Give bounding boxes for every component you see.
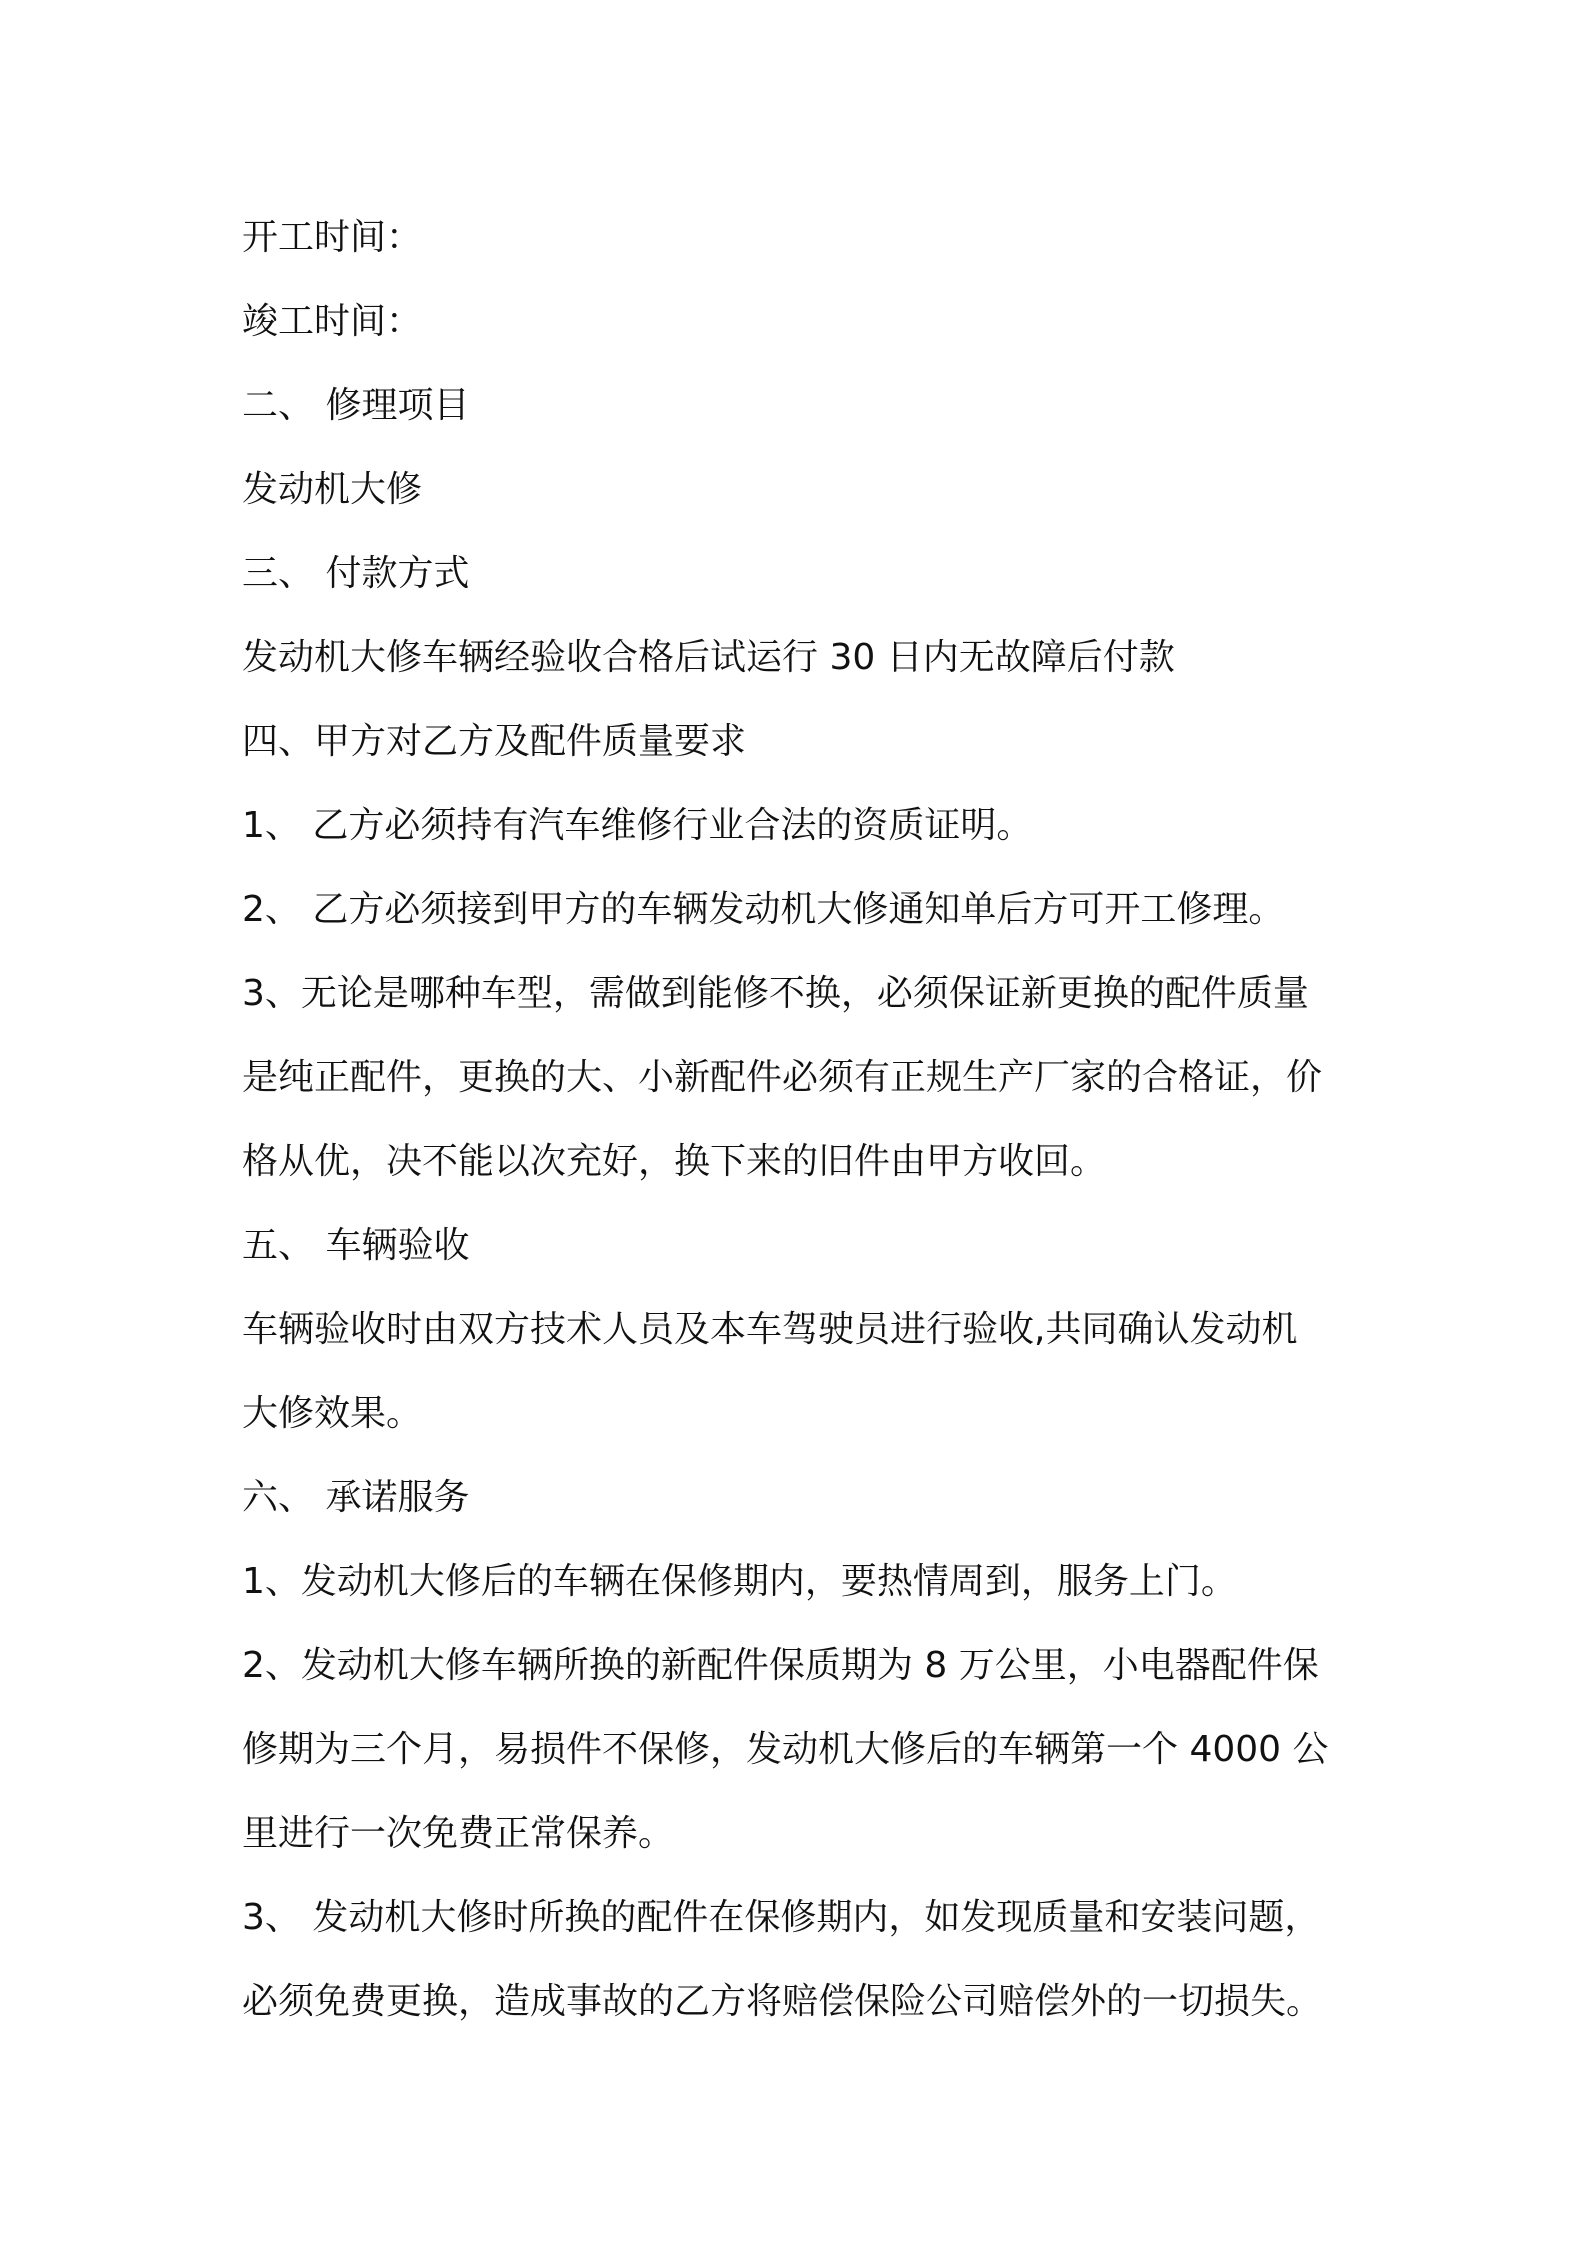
service-2-line-2: 修期为三个月，易损件不保修，发动机大修后的车辆第一个 4000 公 [242,1729,1329,1770]
document-body [242,196,1362,2044]
service-2-line-3: 里进行一次免费正常保养。 [242,1813,675,1854]
section-heading-quality-requirements: 四、甲方对乙方及配件质量要求 [242,721,747,762]
section-heading-service: 六、 承诺服务 [242,1477,470,1518]
requirement-3-line-2: 是纯正配件，更换的大、小新配件必须有正规生产厂家的合格证，价 [242,1057,1323,1098]
service-1: 1、发动机大修后的车辆在保修期内，要热情周到，服务上门。 [242,1561,1237,1602]
acceptance-line-2: 大修效果。 [242,1393,423,1434]
requirement-2: 2、 乙方必须接到甲方的车辆发动机大修通知单后方可开工修理。 [242,889,1285,930]
start-time-line: 开工时间： [242,217,423,258]
service-2-line-1: 2、发动机大修车辆所换的新配件保质期为 8 万公里，小电器配件保 [242,1645,1319,1686]
payment-text: 发动机大修车辆经验收合格后试运行 30 日内无故障后付款 [242,637,1175,678]
requirement-3-line-3: 格从优，决不能以次充好，换下来的旧件由甲方收回。 [242,1141,1107,1182]
section-heading-acceptance: 五、 车辆验收 [242,1225,470,1266]
completion-time-line: 竣工时间： [242,301,423,342]
service-3-line-2: 必须免费更换，造成事故的乙方将赔偿保险公司赔偿外的一切损失。 [242,1981,1323,2022]
repair-item-text: 发动机大修 [242,469,423,510]
requirement-3-line-1: 3、无论是哪种车型，需做到能修不换，必须保证新更换的配件质量 [242,973,1309,1014]
section-heading-payment: 三、 付款方式 [242,553,470,594]
section-heading-repair-items: 二、 修理项目 [242,385,470,426]
requirement-1: 1、 乙方必须持有汽车维修行业合法的资质证明。 [242,805,1033,846]
service-3-line-1: 3、 发动机大修时所换的配件在保修期内，如发现质量和安装问题， [242,1897,1321,1938]
acceptance-line-1: 车辆验收时由双方技术人员及本车驾驶员进行验收,共同确认发动机 [242,1309,1298,1350]
